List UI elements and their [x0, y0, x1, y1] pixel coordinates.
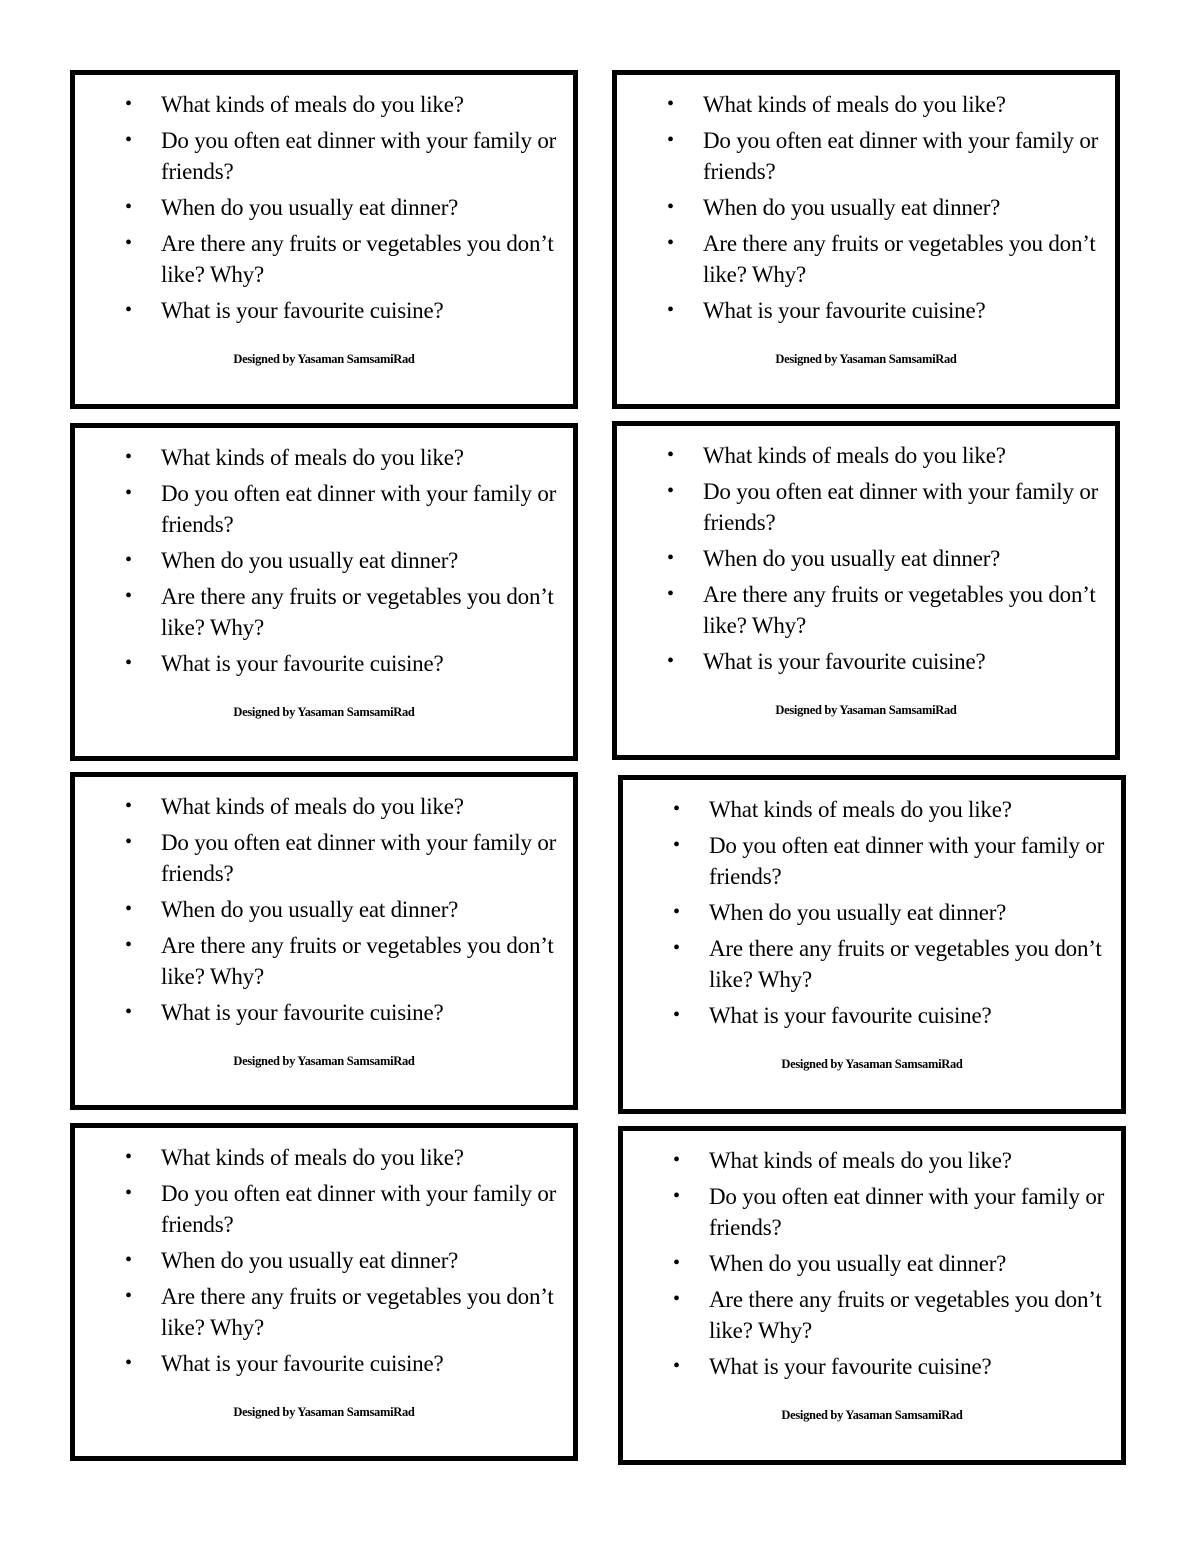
- bullet-icon: •: [125, 898, 132, 920]
- bullet-icon: •: [673, 1185, 680, 1207]
- bullet-icon: •: [125, 831, 132, 853]
- question-item: • What kinds of meals do you like?: [161, 791, 561, 822]
- bullet-icon: •: [667, 129, 674, 151]
- question-item: • Do you often eat dinner with your family or friends?: [709, 830, 1109, 892]
- question-list: [125, 89, 561, 331]
- question-item: • What is your favourite cuisine?: [703, 295, 1103, 326]
- question-item: • Do you often eat dinner with your family or friends?: [161, 478, 561, 540]
- bullet-icon: •: [125, 1249, 132, 1271]
- question-card-2: [612, 70, 1120, 409]
- question-card-1: [70, 70, 578, 409]
- question-item: • When do you usually eat dinner?: [161, 192, 561, 223]
- bullet-icon: •: [673, 1149, 680, 1171]
- bullet-icon: •: [125, 934, 132, 956]
- bullet-icon: •: [125, 482, 132, 504]
- bullet-icon: •: [673, 798, 680, 820]
- question-item: • When do you usually eat dinner?: [709, 1248, 1109, 1279]
- bullet-icon: •: [667, 650, 674, 672]
- question-item: • What kinds of meals do you like?: [709, 1145, 1109, 1176]
- question-item: • When do you usually eat dinner?: [703, 192, 1103, 223]
- bullet-icon: •: [667, 480, 674, 502]
- question-item: • Do you often eat dinner with your family or friends?: [161, 125, 561, 187]
- designer-credit: Designed by Yasaman SamsamiRad: [781, 1057, 963, 1071]
- question-item: • When do you usually eat dinner?: [703, 543, 1103, 574]
- bullet-icon: •: [673, 901, 680, 923]
- designer-credit: Designed by Yasaman SamsamiRad: [233, 1405, 415, 1419]
- question-item: • When do you usually eat dinner?: [161, 1245, 561, 1276]
- question-item: • When do you usually eat dinner?: [161, 545, 561, 576]
- question-item: • What is your favourite cuisine?: [703, 646, 1103, 677]
- question-item: • What kinds of meals do you like?: [703, 440, 1103, 471]
- question-list: [667, 440, 1103, 682]
- question-item: • When do you usually eat dinner?: [709, 897, 1109, 928]
- question-item: • When do you usually eat dinner?: [161, 894, 561, 925]
- question-list: [125, 791, 561, 1033]
- question-list: [673, 794, 1109, 1036]
- question-list: [125, 442, 561, 684]
- question-item: • What kinds of meals do you like?: [161, 89, 561, 120]
- question-item: • Do you often eat dinner with your family or friends?: [703, 476, 1103, 538]
- question-item: • Are there any fruits or vegetables you don’t like? Why?: [161, 1281, 561, 1343]
- designer-credit: Designed by Yasaman SamsamiRad: [781, 1408, 963, 1422]
- bullet-icon: •: [673, 937, 680, 959]
- bullet-icon: •: [125, 196, 132, 218]
- question-item: • Do you often eat dinner with your family or friends?: [161, 827, 561, 889]
- bullet-icon: •: [125, 1182, 132, 1204]
- question-item: • Are there any fruits or vegetables you don’t like? Why?: [709, 1284, 1109, 1346]
- question-list: [673, 1145, 1109, 1387]
- question-item: • Are there any fruits or vegetables you don’t like? Why?: [161, 228, 561, 290]
- bullet-icon: •: [125, 1352, 132, 1374]
- bullet-icon: •: [667, 299, 674, 321]
- bullet-icon: •: [125, 446, 132, 468]
- question-item: • What is your favourite cuisine?: [161, 1348, 561, 1379]
- bullet-icon: •: [125, 129, 132, 151]
- bullet-icon: •: [673, 834, 680, 856]
- question-item: • Are there any fruits or vegetables you don’t like? Why?: [703, 228, 1103, 290]
- designer-credit: Designed by Yasaman SamsamiRad: [775, 352, 957, 366]
- bullet-icon: •: [125, 1001, 132, 1023]
- bullet-icon: •: [667, 196, 674, 218]
- bullet-icon: •: [673, 1355, 680, 1377]
- bullet-icon: •: [673, 1252, 680, 1274]
- question-card-7: [70, 1123, 578, 1461]
- question-item: • What is your favourite cuisine?: [161, 295, 561, 326]
- question-card-3: [70, 423, 578, 761]
- bullet-icon: •: [667, 232, 674, 254]
- bullet-icon: •: [667, 444, 674, 466]
- bullet-icon: •: [667, 93, 674, 115]
- bullet-icon: •: [667, 547, 674, 569]
- bullet-icon: •: [125, 299, 132, 321]
- question-card-4: [612, 421, 1120, 760]
- bullet-icon: •: [667, 583, 674, 605]
- bullet-icon: •: [125, 93, 132, 115]
- question-item: • What kinds of meals do you like?: [161, 1142, 561, 1173]
- question-item: • What is your favourite cuisine?: [709, 1000, 1109, 1031]
- designer-credit: Designed by Yasaman SamsamiRad: [233, 705, 415, 719]
- question-item: • What kinds of meals do you like?: [709, 794, 1109, 825]
- question-item: • Are there any fruits or vegetables you don’t like? Why?: [161, 930, 561, 992]
- bullet-icon: •: [125, 585, 132, 607]
- bullet-icon: •: [673, 1288, 680, 1310]
- question-item: • What is your favourite cuisine?: [161, 997, 561, 1028]
- question-card-8: [618, 1126, 1126, 1465]
- question-list: [667, 89, 1103, 331]
- designer-credit: Designed by Yasaman SamsamiRad: [775, 703, 957, 717]
- designer-credit: Designed by Yasaman SamsamiRad: [233, 352, 415, 366]
- bullet-icon: •: [125, 549, 132, 571]
- question-item: • What is your favourite cuisine?: [709, 1351, 1109, 1382]
- bullet-icon: •: [673, 1004, 680, 1026]
- question-card-6: [618, 775, 1126, 1114]
- question-item: • Are there any fruits or vegetables you don’t like? Why?: [161, 581, 561, 643]
- question-item: • What is your favourite cuisine?: [161, 648, 561, 679]
- question-item: • Do you often eat dinner with your family or friends?: [709, 1181, 1109, 1243]
- bullet-icon: •: [125, 652, 132, 674]
- question-card-5: [70, 772, 578, 1110]
- question-item: • What kinds of meals do you like?: [161, 442, 561, 473]
- bullet-icon: •: [125, 232, 132, 254]
- bullet-icon: •: [125, 795, 132, 817]
- bullet-icon: •: [125, 1146, 132, 1168]
- question-list: [125, 1142, 561, 1384]
- question-item: • What kinds of meals do you like?: [703, 89, 1103, 120]
- question-item: • Do you often eat dinner with your family or friends?: [161, 1178, 561, 1240]
- question-item: • Do you often eat dinner with your family or friends?: [703, 125, 1103, 187]
- bullet-icon: •: [125, 1285, 132, 1307]
- question-item: • Are there any fruits or vegetables you don’t like? Why?: [709, 933, 1109, 995]
- question-item: • Are there any fruits or vegetables you don’t like? Why?: [703, 579, 1103, 641]
- designer-credit: Designed by Yasaman SamsamiRad: [233, 1054, 415, 1068]
